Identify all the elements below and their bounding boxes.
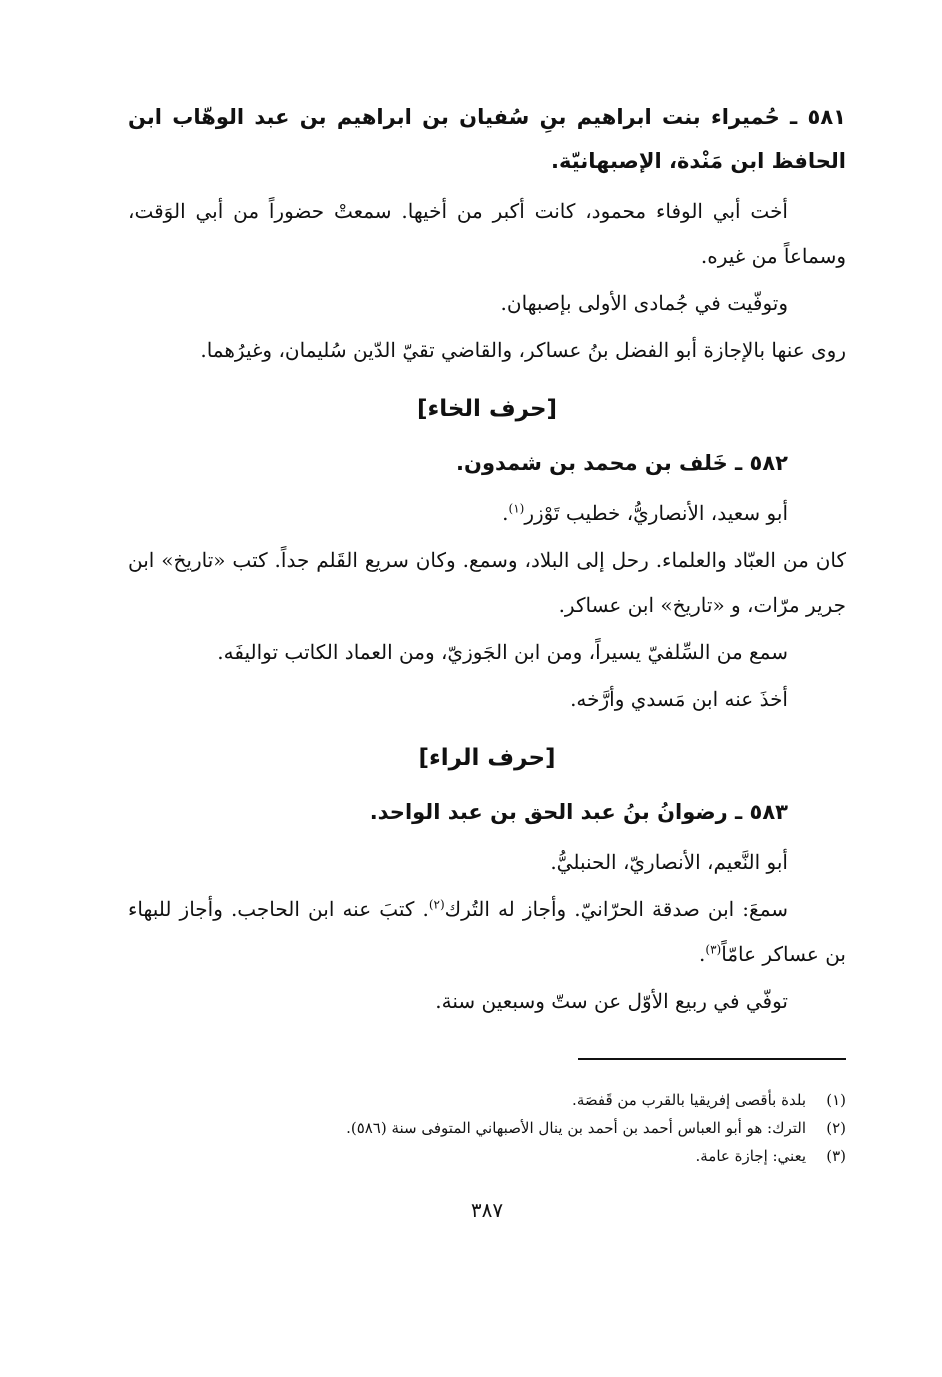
footnote-number: (٣) [826, 1147, 846, 1165]
entry-paragraph: كان من العبّاد والعلماء. رحل إلى البلاد، وسمع. وكان سريع القَلم جداً. كتب «تاريخ» ابن جرير مرّات، و «تاريخ» ابن عساكر. [128, 548, 846, 617]
footnote-text: الترك: هو أبو العباس أحمد بن أحمد بن ينال الأصبهاني المتوفى سنة (٥٨٦). [346, 1119, 806, 1137]
footnote-reference: (١) [508, 501, 525, 516]
entry-text: . [699, 942, 706, 966]
footnote [128, 1142, 846, 1170]
footnote [128, 1114, 846, 1142]
entry-paragraph: توفّي في ربيع الأوّل عن ستّ وسبعين سنة. [435, 989, 788, 1013]
footnote [128, 1086, 846, 1114]
entry-582 [128, 441, 846, 722]
entry-title: ٥٨١ ـ حُميراء بنت ابراهيم بنِ سُفيان بن ابراهيم بن عبد الوهّاب ابن الحافظ ابن مَنْدة، الإصبهانيّة. [128, 105, 846, 173]
entry-text: . كتبَ عنه ابن الحاجب. وأجاز للبهاء بن عساكر عامّاً [128, 897, 846, 966]
entry-text: . [502, 501, 509, 525]
footnote-reference: (٢) [428, 897, 445, 912]
footnote-reference: (٣) [705, 942, 722, 957]
entry-text: سمعَ: ابن صدقة الحرّانيّ. وأجاز له التُرك [444, 897, 789, 921]
entry-paragraph: أخذَ عنه ابن مَسدي وأرَّخه. [570, 687, 788, 711]
footnote-text: بلدة بأقصى إفريقيا بالقرب من قَفصَة. [572, 1091, 806, 1109]
footnote-separator [578, 1058, 846, 1060]
footnote-text: يعني: إجازة عامة. [695, 1147, 806, 1165]
entry-paragraph: وتوفّيت في جُمادى الأولى بإصبهان. [500, 291, 788, 315]
entry-paragraph: سمع من السِّلفيّ يسيراً، ومن ابن الجَوزيّ، ومن العماد الكاتب تواليفَه. [217, 640, 788, 664]
entry-paragraph [128, 491, 846, 536]
section-heading-kha: [حرف الخاء] [416, 396, 558, 422]
footnotes [128, 1086, 846, 1170]
footnote-number: (٢) [826, 1119, 846, 1137]
entry-text: أبو سعيد، الأنصاريُّ، خطيب تَوْزر [524, 501, 788, 525]
entry-paragraph: أخت أبي الوفاء محمود، كانت أكبر من أخيها. سمعتْ حضوراً من أبي الوَقت، وسماعاً من غيره. [128, 199, 846, 268]
footnote-number: (١) [826, 1091, 846, 1109]
entry-paragraph: أبو النَّعيم، الأنصاريّ، الحنبليُّ. [550, 850, 788, 874]
entry-583 [128, 790, 846, 1024]
entry-paragraph: روى عنها بالإجازة أبو الفضل بنُ عساكر، والقاضي تقيّ الدّين سُليمان، وغيرُهما. [200, 338, 846, 362]
entry-title: ٥٨٢ ـ خَلف بن محمد بن شمدون. [456, 451, 788, 475]
entry-581 [128, 95, 846, 373]
entry-paragraph [128, 887, 846, 977]
book-page [128, 95, 846, 1355]
page-number: ٣٨٧ [470, 1198, 504, 1222]
entry-title: ٥٨٣ ـ رضوانُ بنُ عبد الحق بن عبد الواحد. [369, 800, 788, 824]
section-heading-ra: [حرف الراء] [418, 745, 556, 771]
